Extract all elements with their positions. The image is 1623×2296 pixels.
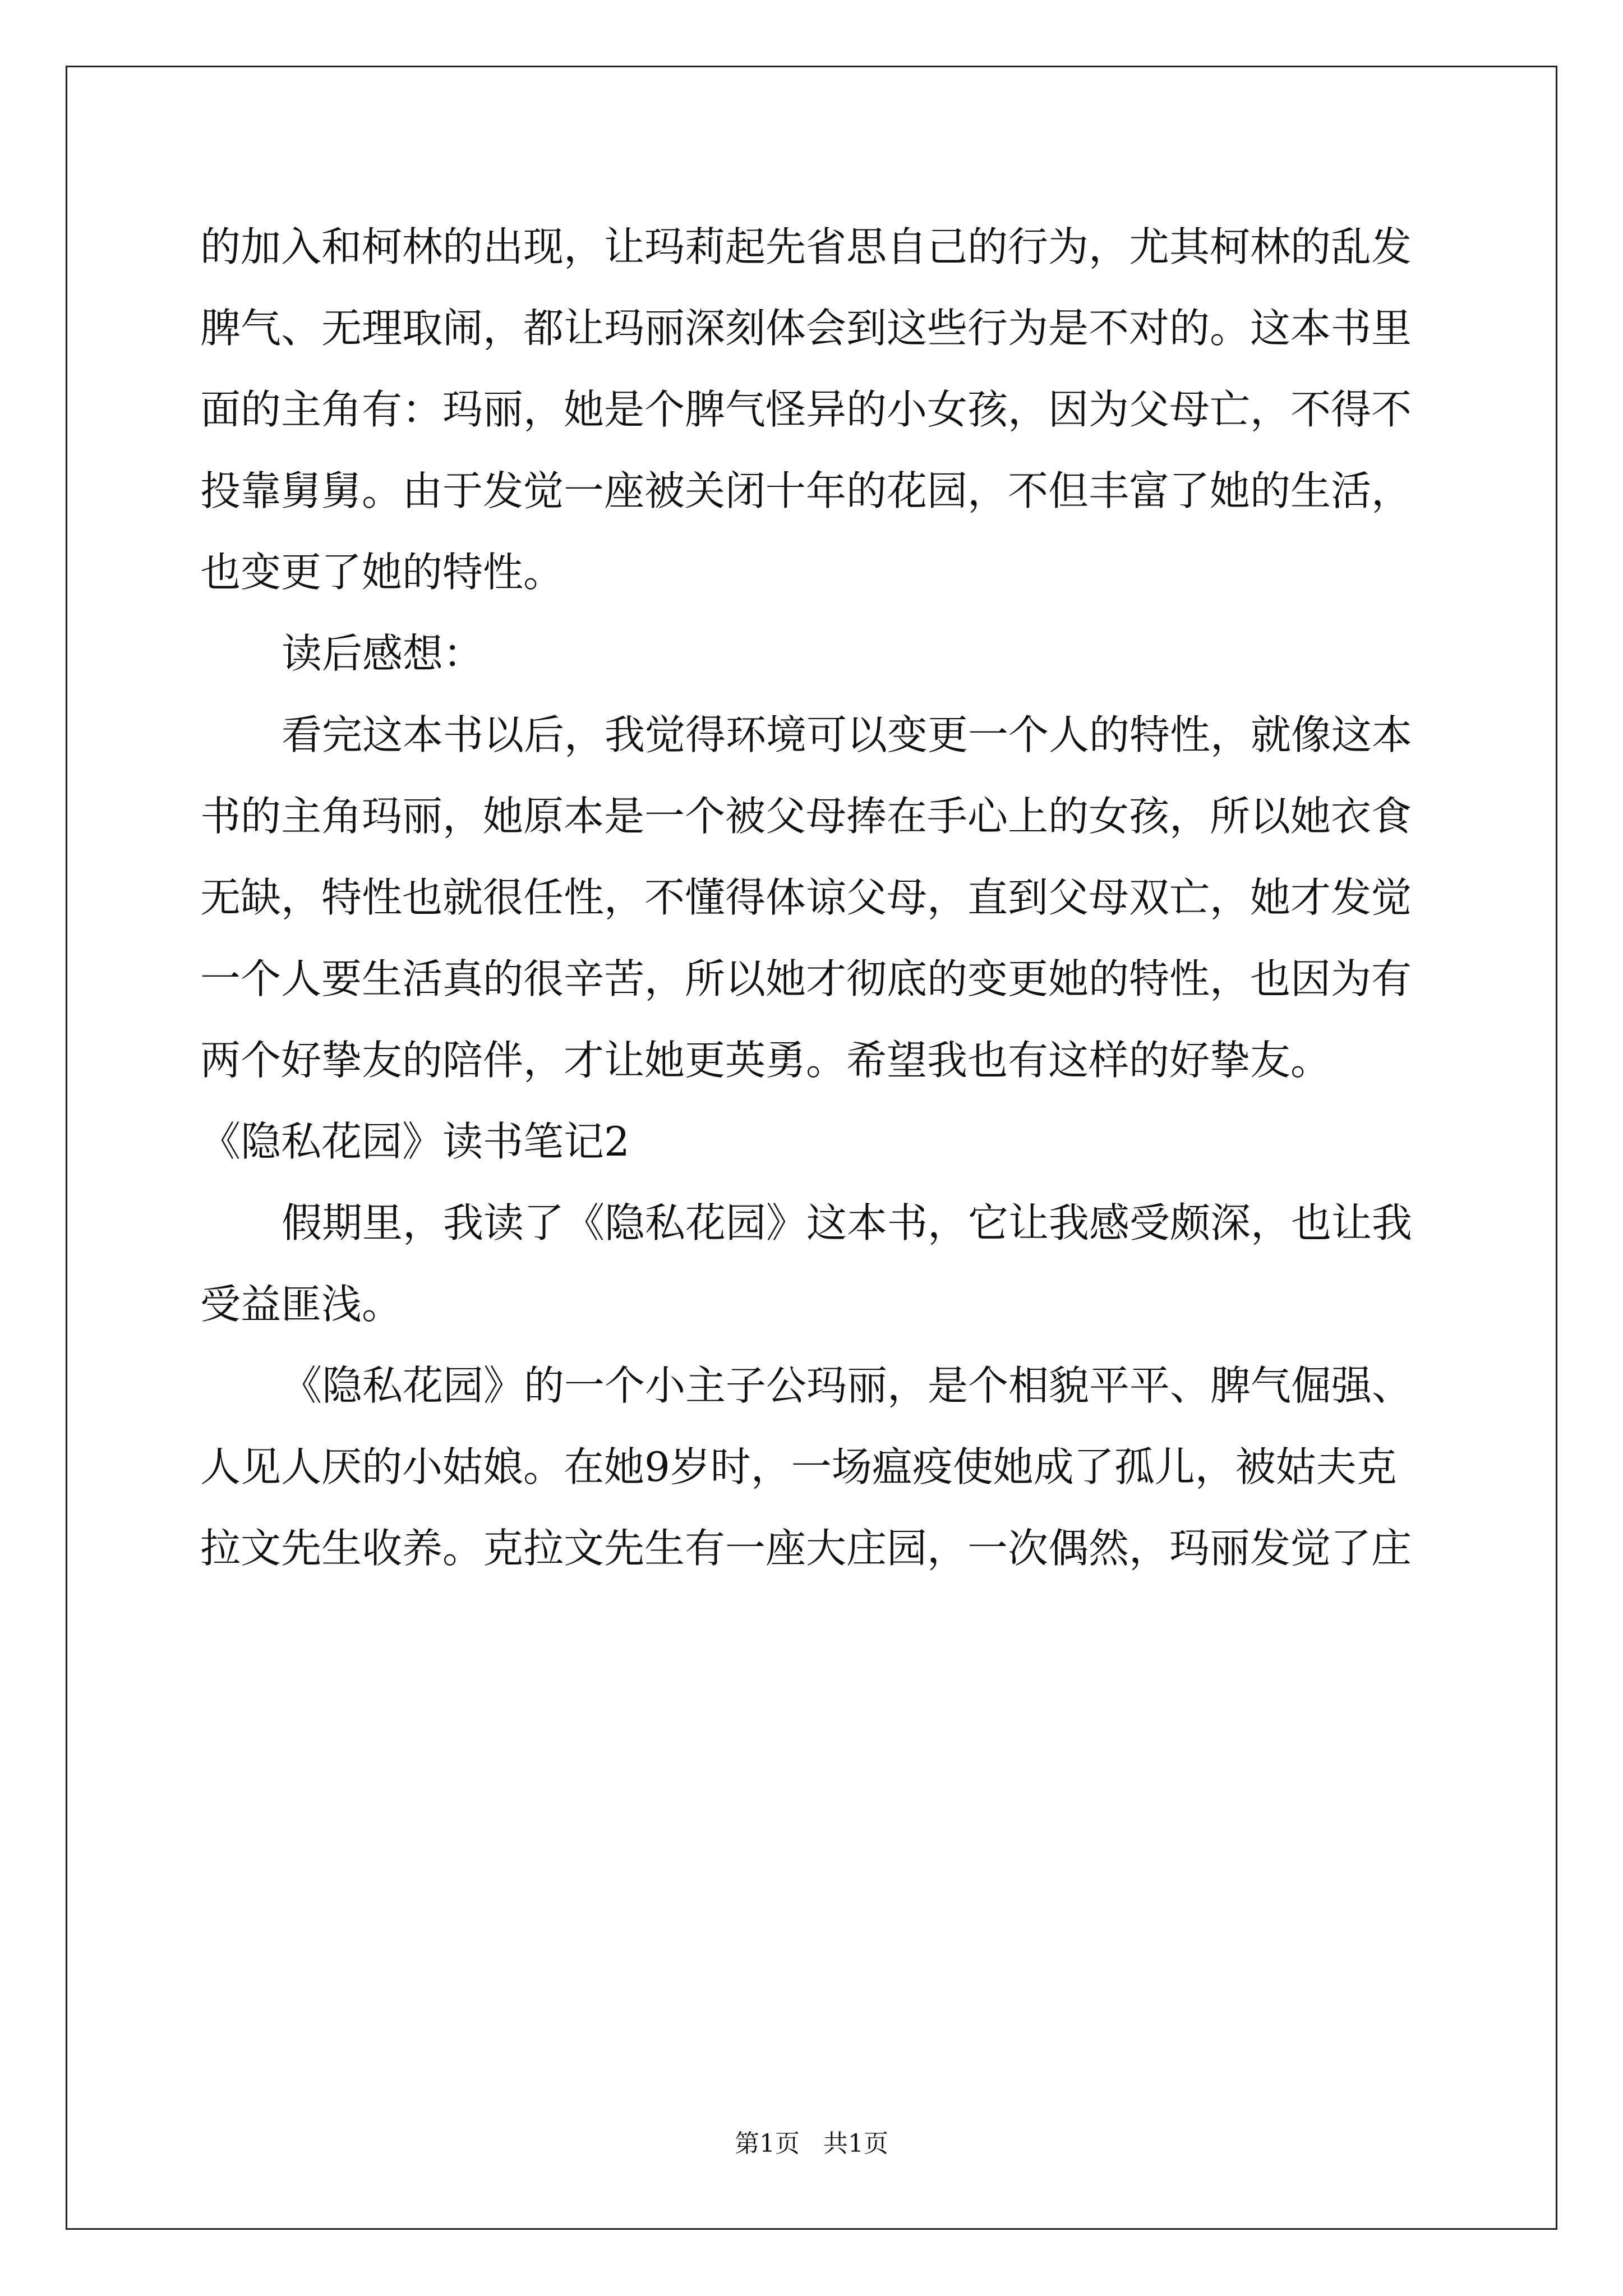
section-heading: 《隐私花园》读书笔记2	[200, 1118, 630, 1165]
text-line: 面的主角有：玛丽，她是个脾气怪异的小女孩，因为父母亡，不得不	[200, 386, 1412, 433]
text-line: 一个人要生活真的很辛苦，所以她才彻底的变更她的特性，也因为有	[200, 955, 1412, 1002]
text-line: 书的主角玛丽，她原本是一个被父母捧在手心上的女孩，所以她衣食	[200, 793, 1412, 840]
text-line: 人见人厌的小姑娘。在她9岁时，一场瘟疫使她成了孤儿，被姑夫克	[200, 1443, 1397, 1490]
page-footer: 第1页 共1页	[735, 2129, 888, 2158]
section-label: 读后感想：	[282, 630, 484, 677]
text-line: 假期里，我读了《隐私花园》这本书，它让我感受颇深，也让我	[282, 1199, 1413, 1246]
text-line: 两个好挚友的陪伴，才让她更英勇。希望我也有这样的好挚友。	[200, 1037, 1331, 1084]
text-line: 看完这本书以后，我觉得环境可以变更一个人的特性，就像这本	[282, 711, 1413, 758]
text-line: 无缺，特性也就很任性，不懂得体谅父母，直到父母双亡，她才发觉	[200, 874, 1412, 921]
text-line: 脾气、无理取闹，都让玛丽深刻体会到这些行为是不对的。这本书里	[200, 305, 1412, 352]
text-line: 受益匪浅。	[200, 1281, 403, 1328]
text-line: 也变更了她的特性。	[200, 549, 564, 596]
text-line: 《隐私花园》的一个小主子公玛丽，是个相貌平平、脾气倔强、	[282, 1362, 1413, 1409]
text-line: 的加入和柯林的出现，让玛莉起先省思自己的行为，尤其柯林的乱发	[200, 223, 1412, 270]
text-line: 投靠舅舅。由于发觉一座被关闭十年的花园，不但丰富了她的生活，	[200, 467, 1412, 514]
text-line: 拉文先生收养。克拉文先生有一座大庄园，一次偶然，玛丽发觉了庄	[200, 1525, 1412, 1572]
